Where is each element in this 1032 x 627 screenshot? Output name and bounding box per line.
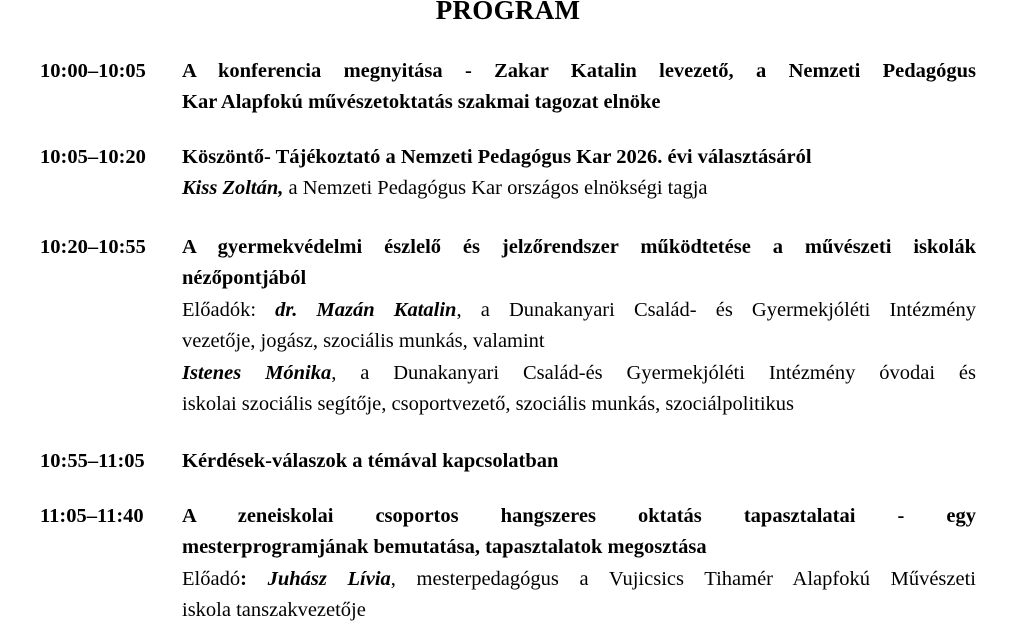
entry-title: A gyermekvédelmi észlelő és jelzőrendszer működtetése a művészeti iskolák (182, 236, 976, 258)
entry-title: Köszöntő- Tájékoztató a Nemzeti Pedagógus Kar 2026. évi választásáról (182, 146, 812, 168)
speaker-name: Juhász Lívia (267, 567, 391, 590)
speaker-description: , a Dunakanyari Család-és Gyermekjóléti Intézmény óvodai és (331, 361, 976, 384)
time-slot: 10:05–10:20 (40, 146, 146, 168)
entry-title-cont: nézőpontjából (182, 267, 307, 290)
entry-title: A zeneiskolai csoportos hangszeres oktatás tapasztalatai - egy (182, 505, 976, 527)
entry-title: Kérdések-válaszok a témával kapcsolatban (182, 450, 559, 472)
page-title: PROGRAM (435, 0, 581, 25)
presenters-label: Előadók: (182, 298, 276, 321)
entry-content (182, 446, 976, 477)
speaker-line (182, 295, 976, 326)
speaker-description: a Nemzeti Pedagógus Kar országos elnökségi tagja (283, 177, 708, 200)
entry-title: A konferencia megnyitása - Zakar Katalin levezető, a Nemzeti Pedagógus (182, 60, 976, 82)
time-slot: 10:55–11:05 (40, 450, 145, 472)
entry-content (182, 232, 976, 420)
entry-title-cont: mesterprogramjának bemutatása, tapasztalatok megosztása (182, 536, 707, 559)
entry-content (182, 56, 976, 119)
time-slot: 11:05–11:40 (40, 505, 144, 527)
speaker-line (182, 173, 976, 204)
speaker-name: Istenes Mónika (182, 361, 332, 384)
entry-content (182, 142, 976, 205)
time-slot: 10:00–10:05 (40, 60, 146, 82)
presenter-colon: : (240, 567, 268, 590)
speaker-description: , a Dunakanyari Család- és Gyermekjóléti Intézmény (456, 298, 976, 321)
speaker-description-cont: iskolai szociális segítője, csoportvezető, szociális munkás, szociálpolitikus (182, 393, 795, 416)
entry-content (182, 501, 976, 627)
speaker-description-cont: iskola tanszakvezetője (182, 599, 366, 622)
speaker-line (182, 564, 976, 595)
speaker-name: Kiss Zoltán, (182, 177, 284, 200)
speaker-description: , mesterpedagógus a Vujicsics Tihamér Alapfokú Művészeti (390, 567, 976, 590)
speaker-line (182, 358, 976, 389)
entry-title-cont: Kar Alapfokú művészetoktatás szakmai tagozat elnöke (182, 91, 661, 114)
presenter-label: Előadó (182, 567, 241, 590)
speaker-name: dr. Mazán Katalin (275, 298, 457, 321)
speaker-description-cont: vezetője, jogász, szociális munkás, valamint (182, 330, 545, 353)
time-slot: 10:20–10:55 (40, 236, 146, 258)
